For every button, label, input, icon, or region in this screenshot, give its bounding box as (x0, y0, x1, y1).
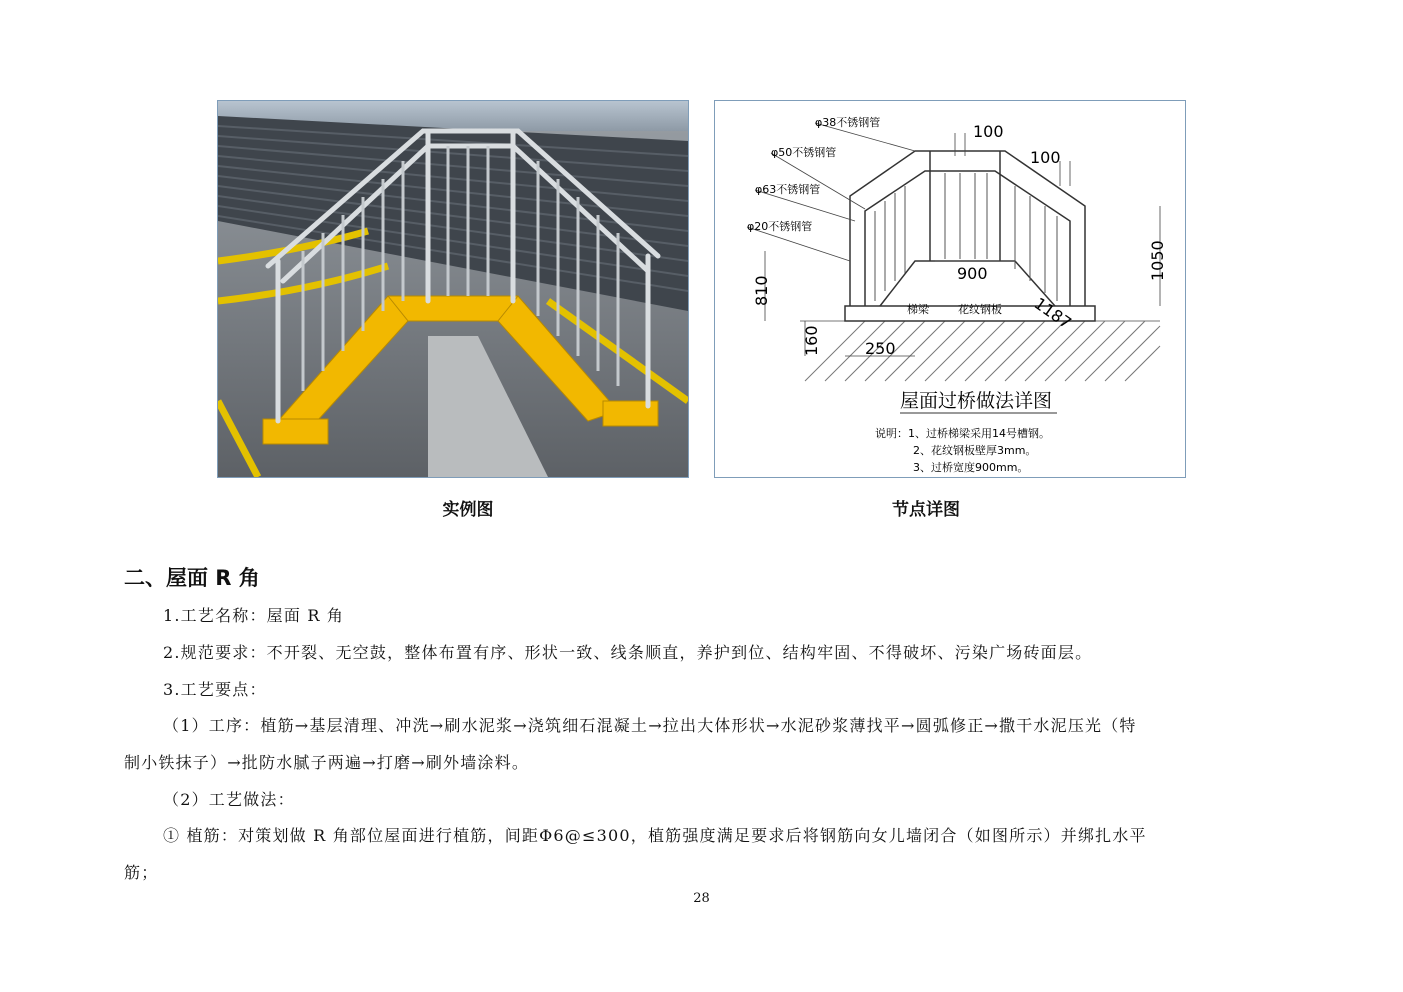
dim-250: 250 (865, 339, 896, 358)
paragraph-rebar: ① 植筋：对策划做 R 角部位屋面进行植筋，间距Φ6@≤300，植筋强度满足要求后将钢筋向女儿墙闭合（如图所示）并绑扎水平 (163, 826, 1147, 845)
bridge-photo-illustration (218, 101, 688, 477)
label-beam: 梯梁 (907, 303, 929, 316)
page-number: 28 (693, 891, 710, 906)
dim-810: 810 (752, 275, 771, 306)
label-pipe50: φ50不锈钢管 (771, 146, 837, 159)
paragraph-method: （2）工艺做法： (163, 790, 295, 809)
paragraph-key-points: 3.工艺要点： (163, 680, 267, 699)
dim-1187: 1187 (1030, 293, 1075, 333)
dim-160: 160 (802, 325, 821, 356)
paragraph-process-name: 1.工艺名称：屋面 R 角 (163, 606, 345, 625)
label-pipe20: φ20不锈钢管 (747, 220, 813, 233)
dim-900: 900 (957, 264, 988, 283)
drawing-note-2: 2、花纹钢板壁厚3mm。 (913, 444, 1037, 457)
drawing-title: 屋面过桥做法详图 (900, 390, 1053, 412)
paragraph-rebar-cont: 筋； (124, 863, 159, 882)
section-heading: 二、屋面 R 角 (124, 566, 260, 590)
bridge-photo (217, 100, 689, 478)
drawing-note-1: 说明：1、过桥梯梁采用14号槽钢。 (875, 427, 1050, 440)
label-pipe38: φ38不锈钢管 (815, 116, 881, 129)
drawing-note-3: 3、过桥宽度900mm。 (913, 461, 1029, 474)
label-pipe63: φ63不锈钢管 (755, 183, 821, 196)
label-plate: 花纹钢板 (958, 303, 1002, 316)
paragraph-requirements: 2.规范要求：不开裂、无空鼓，整体布置有序、形状一致、线条顺直，养护到位、结构牢固、不得破坏、污染广场砖面层。 (163, 643, 1093, 662)
photo-caption: 实例图 (442, 500, 494, 520)
dim-100-top: 100 (973, 122, 1004, 141)
detail-caption: 节点详图 (892, 500, 960, 520)
detail-drawing-svg (715, 101, 1185, 477)
paragraph-procedure: （1）工序：植筋→基层清理、冲洗→刷水泥浆→浇筑细石混凝土→拉出大体形状→水泥砂浆薄找平→圆弧修正→撒干水泥压光（特 (163, 716, 1137, 735)
bridge-detail-drawing (714, 100, 1186, 478)
paragraph-procedure-cont: 制小铁抹子）→批防水腻子两遍→打磨→刷外墙涂料。 (124, 753, 530, 772)
dim-100-right: 100 (1030, 148, 1061, 167)
dim-1050: 1050 (1148, 240, 1167, 281)
